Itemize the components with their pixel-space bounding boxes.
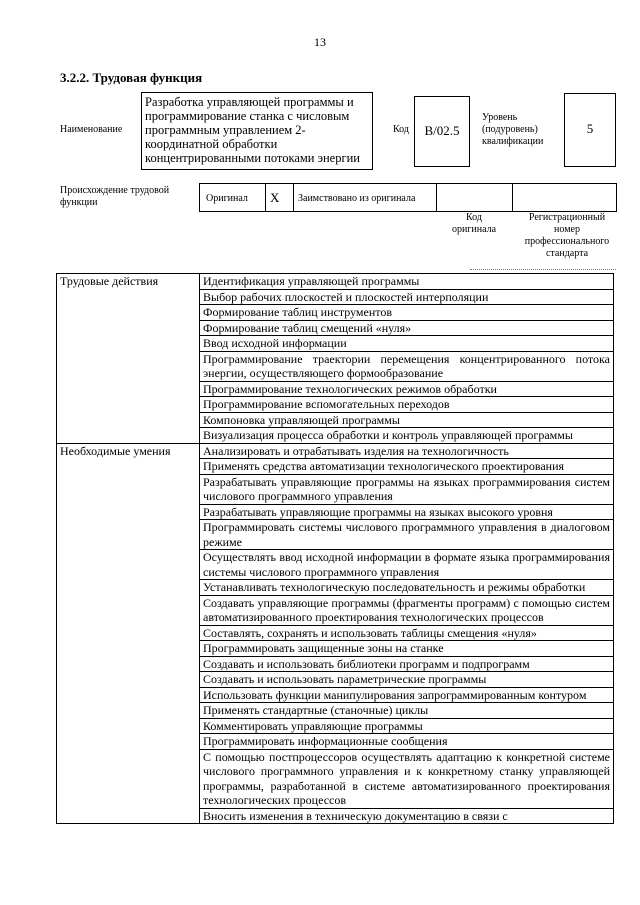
skill-item: Программировать системы числового программного управления в диалоговом режиме xyxy=(200,520,614,550)
skill-item: Применять стандартные (станочные) циклы xyxy=(200,703,614,719)
level-value: 5 xyxy=(586,121,594,136)
origin-label: Происхождение трудовой функции xyxy=(60,185,170,208)
skill-item: Разрабатывать управляющие программы на языках высокого уровня xyxy=(200,504,614,520)
skill-item: Применять средства автоматизации технологического проектирования xyxy=(200,459,614,475)
skill-item: Комментировать управляющие программы xyxy=(200,718,614,734)
skill-item: Вносить изменения в техническую документацию в связи с xyxy=(200,808,614,824)
original-mark: X xyxy=(270,190,280,205)
reg-number-caption: Регистрационный номер профессионального стандарта xyxy=(524,212,610,259)
action-item: Программирование траектории перемещения концентрированного потока энергии, осуществляющего формообразование xyxy=(200,351,614,381)
skill-item: Создавать управляющие программы (фрагменты программ) с помощью систем автоматизированного проектирования технологических процессов xyxy=(200,595,614,625)
skill-item: Осуществлять ввод исходной информации в формате языка программирования системы числового программного управления xyxy=(200,550,614,580)
action-item: Ввод исходной информации xyxy=(200,336,614,352)
table-row xyxy=(57,443,614,459)
section-title: 3.2.2. Трудовая функция xyxy=(60,70,203,85)
skill-item: С помощью постпроцессоров осуществлять адаптацию к конкретной системе числового программного управления и к конкретному станку управляющей программы, разработанной в системе автоматизированного проектирования технологических процессов xyxy=(200,749,614,808)
skill-item: Составлять, сохранять и использовать таблицы смещения «нуля» xyxy=(200,625,614,641)
function-name: Разработка управляющей программы и программирование станка с числовым программным управлением 2-координатной обработки концентрированными потоками энергии xyxy=(145,95,360,165)
level-box xyxy=(564,93,616,167)
origin-box xyxy=(199,183,617,212)
action-item: Формирование таблиц инструментов xyxy=(200,305,614,321)
skills-label: Необходимые умения xyxy=(57,443,200,824)
table-row xyxy=(57,274,614,290)
action-item: Идентификация управляющей программы xyxy=(200,274,614,290)
name-label: Наименование xyxy=(60,124,123,135)
code-value: В/02.5 xyxy=(424,123,460,138)
skill-item: Устанавливать технологическую последовательность и режимы обработки xyxy=(200,580,614,596)
code-box xyxy=(414,96,470,167)
action-item: Программирование вспомогательных переходов xyxy=(200,397,614,413)
skill-item: Создавать и использовать параметрические программы xyxy=(200,672,614,688)
skill-item: Программировать информационные сообщения xyxy=(200,734,614,750)
code-label: Код xyxy=(393,124,409,135)
actions-label: Трудовые действия xyxy=(57,274,200,444)
skill-item: Разрабатывать управляющие программы на языках программирования систем числового программного управления xyxy=(200,474,614,504)
action-item: Компоновка управляющей программы xyxy=(200,412,614,428)
borrowed-label: Заимствовано из оригинала xyxy=(298,193,416,204)
skill-item: Создавать и использовать библиотеки программ и подпрограмм xyxy=(200,656,614,672)
action-item: Программирование технологических режимов обработки xyxy=(200,381,614,397)
page-number: 13 xyxy=(314,35,326,49)
skill-item: Использовать функции манипулирования запрограммированным контуром xyxy=(200,687,614,703)
action-item: Выбор рабочих плоскостей и плоскостей интерполяции xyxy=(200,289,614,305)
function-name-box xyxy=(141,92,373,170)
original-label: Оригинал xyxy=(206,193,248,204)
code-original-caption: Код оригинала xyxy=(451,212,497,235)
functions-table xyxy=(56,273,614,824)
skill-item: Программировать защищенные зоны на станке xyxy=(200,641,614,657)
action-item: Визуализация процесса обработки и контроль управляющей программы xyxy=(200,428,614,444)
skill-item: Анализировать и отрабатывать изделия на технологичность xyxy=(200,443,614,459)
level-label: Уровень (подуровень) квалификации xyxy=(482,112,544,147)
action-item: Формирование таблиц смещений «нуля» xyxy=(200,320,614,336)
